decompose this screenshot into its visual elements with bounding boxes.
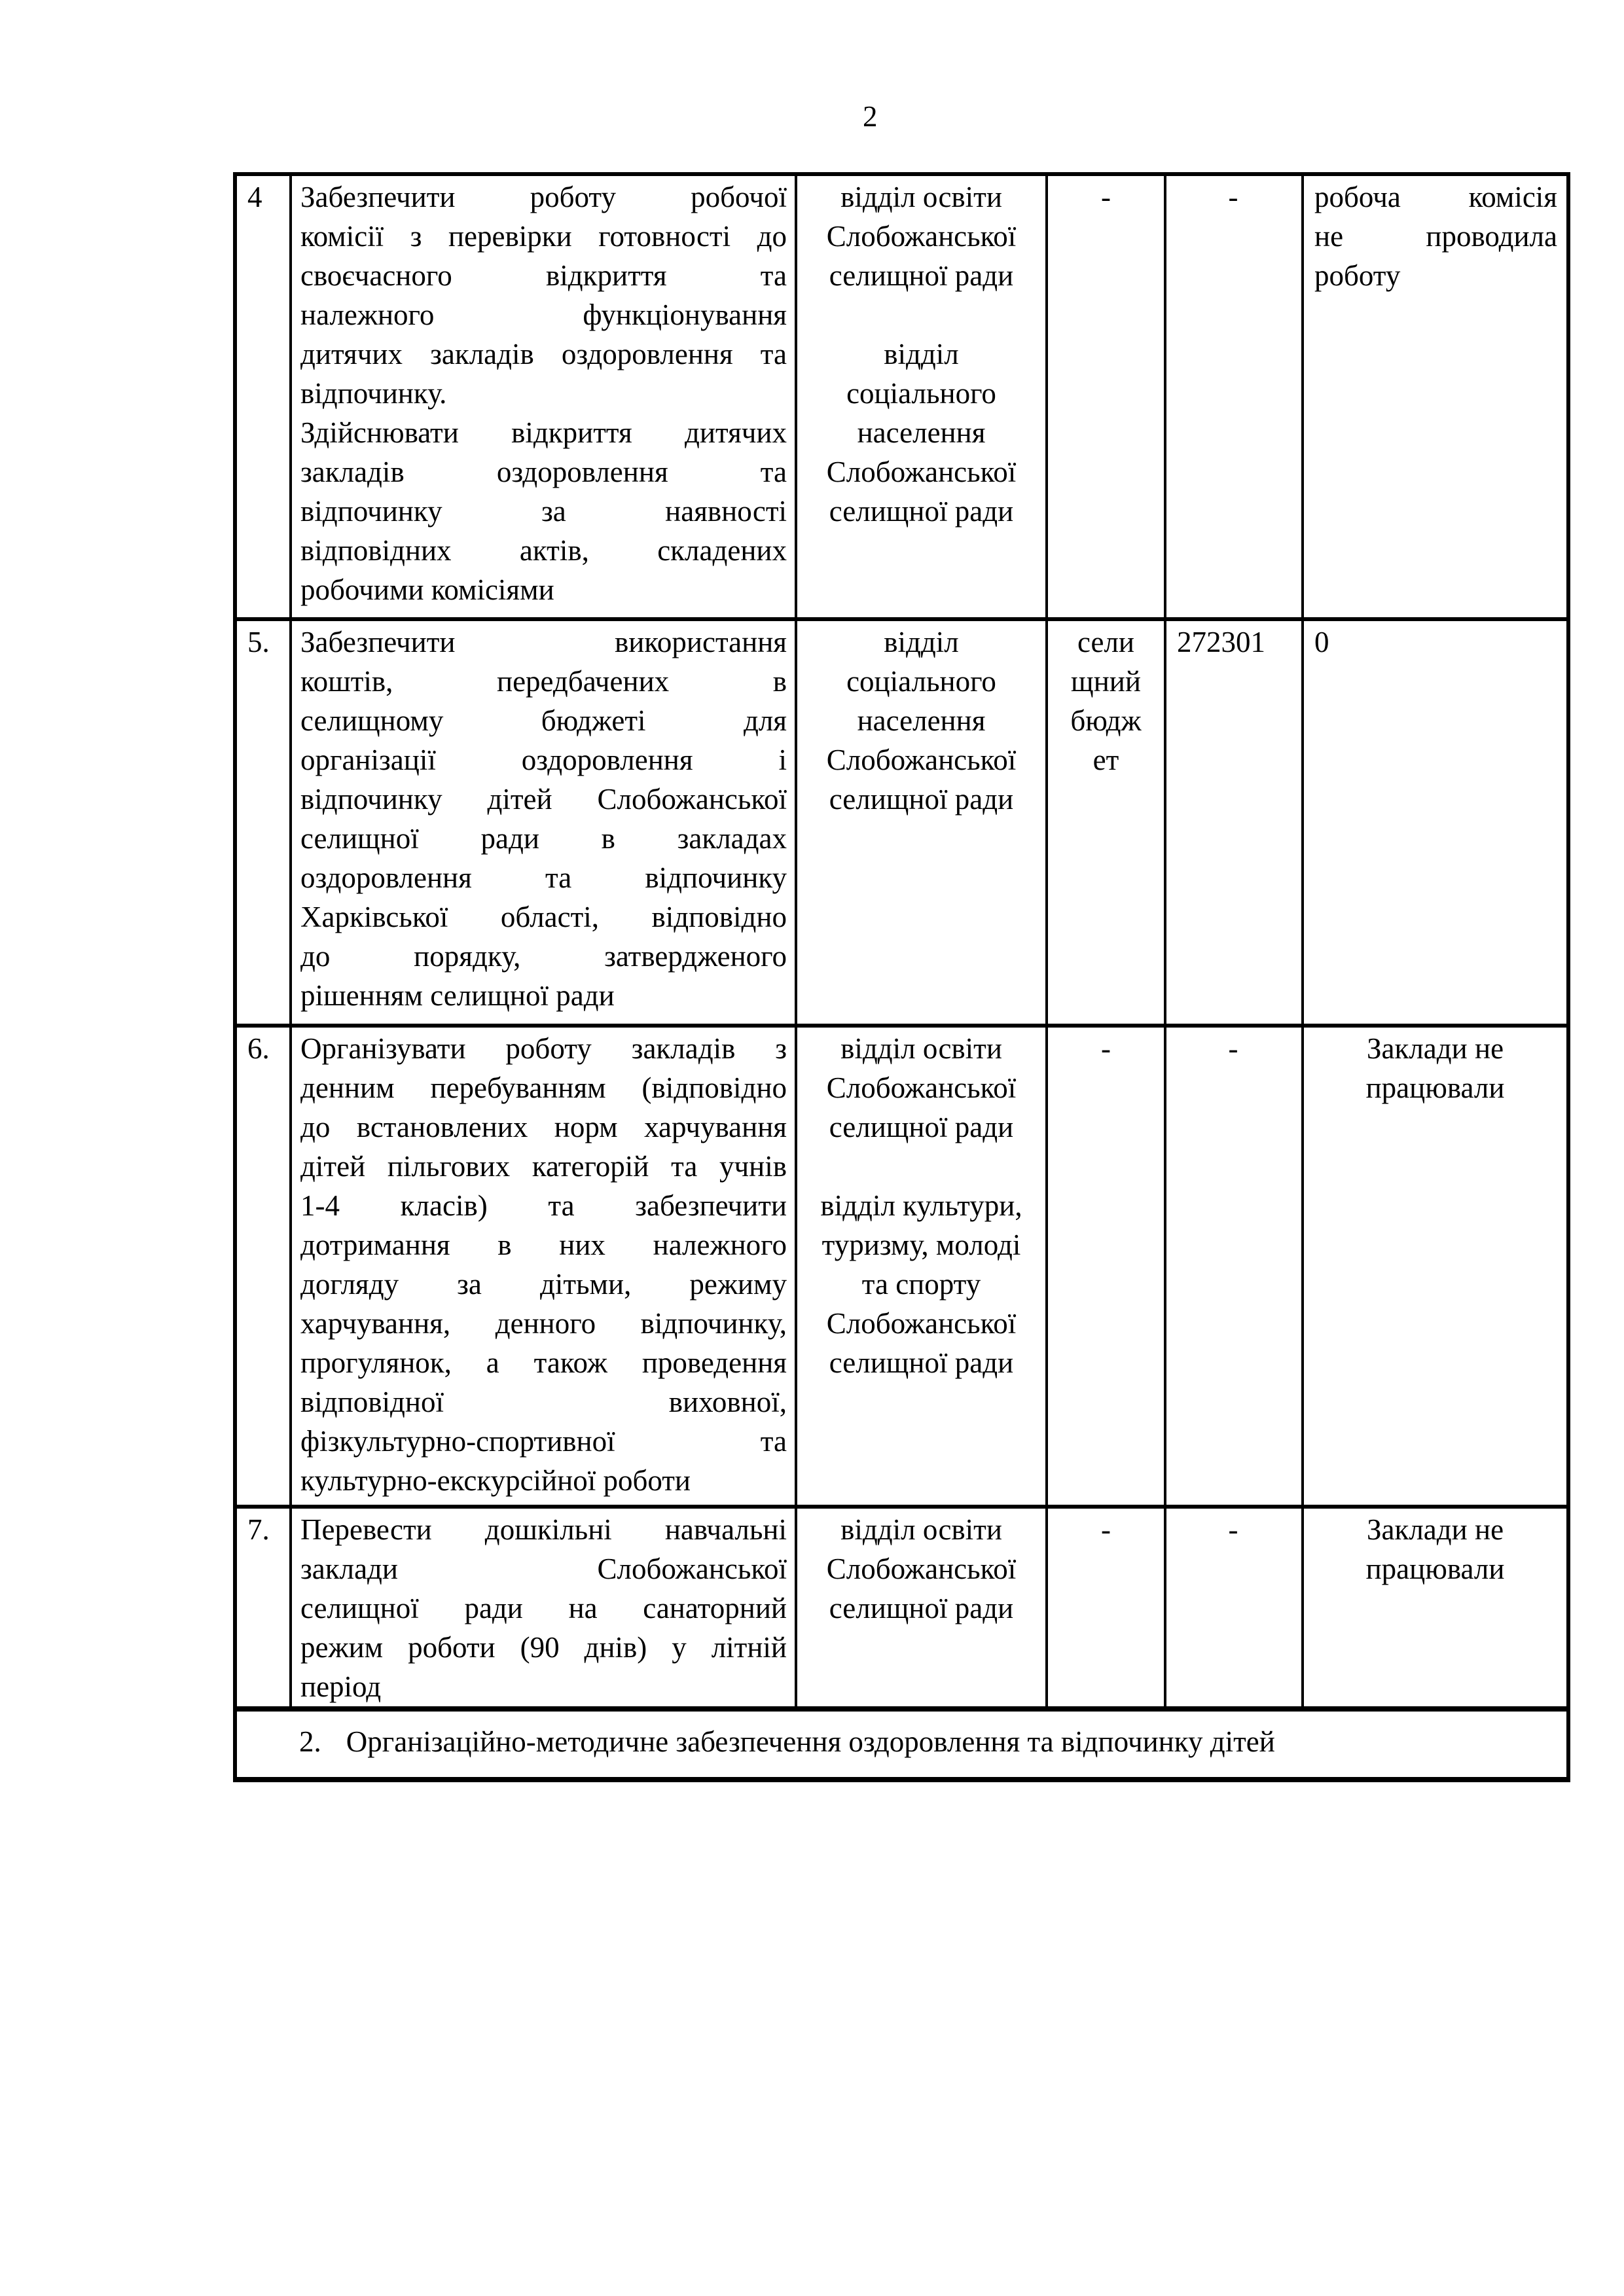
text-line: дитячих закладів оздоровлення та (300, 338, 787, 370)
text-line: селищної ради (829, 495, 1014, 528)
text-line: не проводила (1314, 220, 1557, 253)
text-line: закладів оздоровлення та (300, 456, 787, 488)
text-line: Слобожанської (826, 456, 1017, 488)
text-line: ет (1092, 744, 1119, 776)
row-number-cell (235, 174, 291, 619)
responsible-cell (796, 174, 1047, 619)
row-number: 4 (247, 181, 262, 213)
text-line: - (1101, 1513, 1111, 1546)
text-line: туризму, молоді (821, 1229, 1021, 1261)
text-line: Слобожанської (826, 220, 1017, 253)
text-line: оздоровлення та відпочинку (300, 861, 787, 894)
text-line: селищної ради (829, 783, 1014, 816)
responsible-cell (796, 619, 1047, 1026)
row-number: 6. (247, 1032, 270, 1065)
text-line: працювали (1365, 1071, 1505, 1104)
amount-cell (1165, 174, 1303, 619)
text-line: догляду за дітьми, режиму (300, 1268, 787, 1300)
text-line: денним перебуванням (відповідно (300, 1071, 787, 1104)
text-line (803, 1147, 1040, 1186)
funding-source-cell (1047, 619, 1165, 1026)
amount-value: 272301 (1177, 626, 1265, 658)
text-line: відділ культури, (820, 1189, 1022, 1222)
text-line: відділ (884, 338, 959, 370)
text-line: до порядку, затвердженого (300, 940, 787, 973)
text-line: Забезпечити використання (300, 626, 787, 658)
section-number: 2. (299, 1725, 321, 1758)
task-cell (291, 1026, 796, 1507)
text-line: відпочинку. (300, 377, 447, 410)
amount-cell (1165, 1026, 1303, 1507)
row-number-cell (235, 1507, 291, 1709)
text-line: Слобожанської (826, 1552, 1017, 1585)
text-line: Заклади не (1366, 1032, 1504, 1065)
text-line: Слобожанської (826, 1307, 1017, 1340)
text-line: Організувати роботу закладів з (300, 1032, 787, 1065)
text-line: 1-4 класів) та забезпечити (300, 1189, 787, 1222)
funding-source-cell (1047, 1026, 1165, 1507)
text-line: та спорту (861, 1268, 981, 1300)
text-line: фізкультурно-спортивної та (300, 1425, 787, 1458)
text-line: селищної ради (829, 1111, 1014, 1143)
page-number: 2 (863, 100, 878, 133)
text-line: прогулянок, а також проведення (300, 1346, 787, 1379)
text-line: щний (1071, 665, 1141, 698)
text-line: відпочинку за наявності (300, 495, 787, 528)
text-line: сели (1077, 626, 1135, 658)
amount-value: - (1228, 1032, 1238, 1065)
text-line: відповідної виховної, (300, 1386, 787, 1418)
text-line: харчування, денного відпочинку, (300, 1307, 787, 1340)
text-line: відповідних актів, складених (300, 534, 787, 567)
text-line: селищної ради (829, 1592, 1014, 1624)
section-header-cell (235, 1709, 1568, 1780)
text-line: Слобожанської (826, 744, 1017, 776)
text-line: селищної ради на санаторний (300, 1592, 787, 1624)
text-line: селищної ради (829, 1346, 1014, 1379)
text-line: відділ (884, 626, 959, 658)
table-row (235, 174, 1568, 619)
table-row (235, 1026, 1568, 1507)
result-cell (1303, 1026, 1568, 1507)
text-line: комісії з перевірки готовності до (300, 220, 787, 253)
text-line: Здійснювати відкриття дитячих (300, 416, 787, 449)
text-line: дітей пільгових категорій та учнів (300, 1150, 787, 1183)
row-number: 5. (247, 626, 270, 658)
text-line: належного функціонування (300, 298, 787, 331)
text-line: селищному бюджеті для (300, 704, 787, 737)
text-line: 0 (1314, 626, 1329, 658)
row-number-cell (235, 619, 291, 1026)
text-line: відділ освіти (840, 181, 1002, 213)
text-line: Харківської області, відповідно (300, 901, 787, 933)
text-line: відпочинку дітей Слобожанської (300, 783, 787, 816)
task-cell (291, 619, 796, 1026)
section-title: Організаційно-методичне забезпечення оздоровлення та відпочинку дітей (346, 1725, 1275, 1758)
text-line: своєчасного відкриття та (300, 259, 787, 292)
text-line: Заклади не (1366, 1513, 1504, 1546)
row-number-cell (235, 1026, 291, 1507)
text-line: робочими комісіями (300, 573, 554, 606)
text-line: відділ освіти (840, 1032, 1002, 1065)
task-cell (291, 174, 796, 619)
text-line: бюдж (1070, 704, 1142, 737)
text-line: селищної ради в закладах (300, 822, 787, 855)
text-line: працювали (1365, 1552, 1505, 1585)
text-line: культурно-екскурсійної роботи (300, 1464, 691, 1497)
table-row (235, 1507, 1568, 1709)
result-cell (1303, 1507, 1568, 1709)
text-line: коштів, передбачених в (300, 665, 787, 698)
text-line: дотримання в них належного (300, 1229, 787, 1261)
responsible-cell (796, 1026, 1047, 1507)
text-line: - (1101, 181, 1111, 213)
text-line: Забезпечити роботу робочої (300, 181, 787, 213)
task-cell (291, 1507, 796, 1709)
text-line: роботу (1314, 259, 1401, 292)
text-line: селищної ради (829, 259, 1014, 292)
text-line: соціального (846, 377, 996, 410)
funding-source-cell (1047, 174, 1165, 619)
action-plan-table (233, 172, 1570, 1782)
text-line: відділ освіти (840, 1513, 1002, 1546)
text-line: до встановлених норм харчування (300, 1111, 787, 1143)
text-line: населення (857, 416, 986, 449)
text-line: робоча комісія (1314, 181, 1557, 213)
text-line: населення (857, 704, 986, 737)
table-row (235, 619, 1568, 1026)
result-cell (1303, 619, 1568, 1026)
text-line: Слобожанської (826, 1071, 1017, 1104)
text-line: заклади Слобожанської (300, 1552, 787, 1585)
row-number: 7. (247, 1513, 270, 1546)
text-line: режим роботи (90 днів) у літній (300, 1631, 787, 1664)
section-header-row (235, 1709, 1568, 1780)
amount-cell (1165, 1507, 1303, 1709)
amount-value: - (1228, 181, 1238, 213)
text-line: - (1101, 1032, 1111, 1065)
text-line: організації оздоровлення і (300, 744, 787, 776)
text-line: період (300, 1670, 382, 1703)
responsible-cell (796, 1507, 1047, 1709)
text-line: Перевести дошкільні навчальні (300, 1513, 787, 1546)
text-line: рішенням селищної ради (300, 979, 615, 1012)
amount-value: - (1228, 1513, 1238, 1546)
text-line: соціального (846, 665, 996, 698)
text-line (803, 295, 1040, 334)
amount-cell (1165, 619, 1303, 1026)
result-cell (1303, 174, 1568, 619)
funding-source-cell (1047, 1507, 1165, 1709)
